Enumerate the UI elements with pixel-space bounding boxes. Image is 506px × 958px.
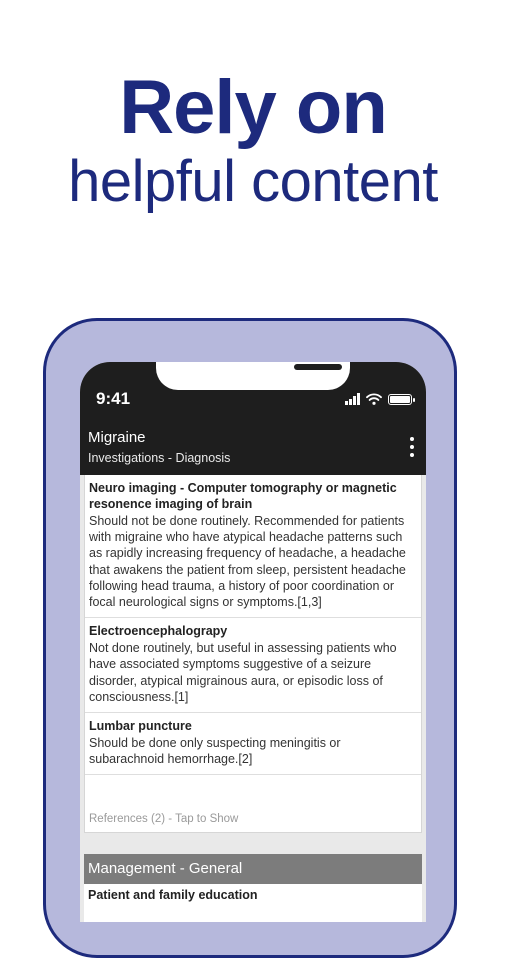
content-section (85, 713, 421, 775)
front-camera (354, 362, 364, 372)
phone-notch (156, 362, 350, 390)
headline-title: Rely on (119, 65, 387, 150)
wifi-icon (366, 393, 382, 405)
cellular-signal-icon (345, 393, 360, 405)
content-section (85, 618, 421, 713)
speaker-grille (294, 364, 342, 370)
app-bar (80, 417, 426, 475)
battery-icon (388, 394, 412, 405)
references-toggle[interactable]: References (2) - Tap to Show (89, 813, 239, 825)
content-card (84, 475, 422, 833)
section-body: Should not be done routinely. Recommended for patients with migraine who have atypical headache patterns such as rapidly increasing frequency of headache, a headache that awakens the patient from sleep, persistent headache following head trauma, a history of poor coordination or focal neurological signs or symptoms.[1,3] (89, 514, 406, 610)
status-icons (345, 391, 412, 405)
status-time: 9:41 (96, 389, 131, 408)
section-body: Should be done only suspecting meningitis or subarachnoid hemorrhage.[2] (89, 736, 341, 767)
more-vert-icon[interactable] (408, 437, 416, 457)
app-bar-subtitle: Investigations - Diagnosis (88, 451, 231, 465)
section-title: Neuro imaging - Computer tomography or magnetic resonence imaging of brain (89, 481, 397, 511)
section-title: Electroencephalograpy (89, 624, 228, 639)
section-title: Lumbar puncture (89, 719, 192, 734)
content-section (85, 475, 421, 618)
management-section-header[interactable]: Management - General (84, 854, 422, 884)
app-bar-title: Migraine (88, 429, 146, 446)
headline-subtitle: helpful content (68, 149, 438, 214)
status-bar (80, 362, 426, 417)
section-body: Not done routinely, but useful in assessing patients who have associated symptoms suggestive of a seizure disorder, atypical migrainous aura, or episodic loss of consciousness.[1] (89, 641, 397, 704)
management-item-title[interactable]: Patient and family education (84, 884, 422, 922)
phone-screen (80, 362, 426, 922)
